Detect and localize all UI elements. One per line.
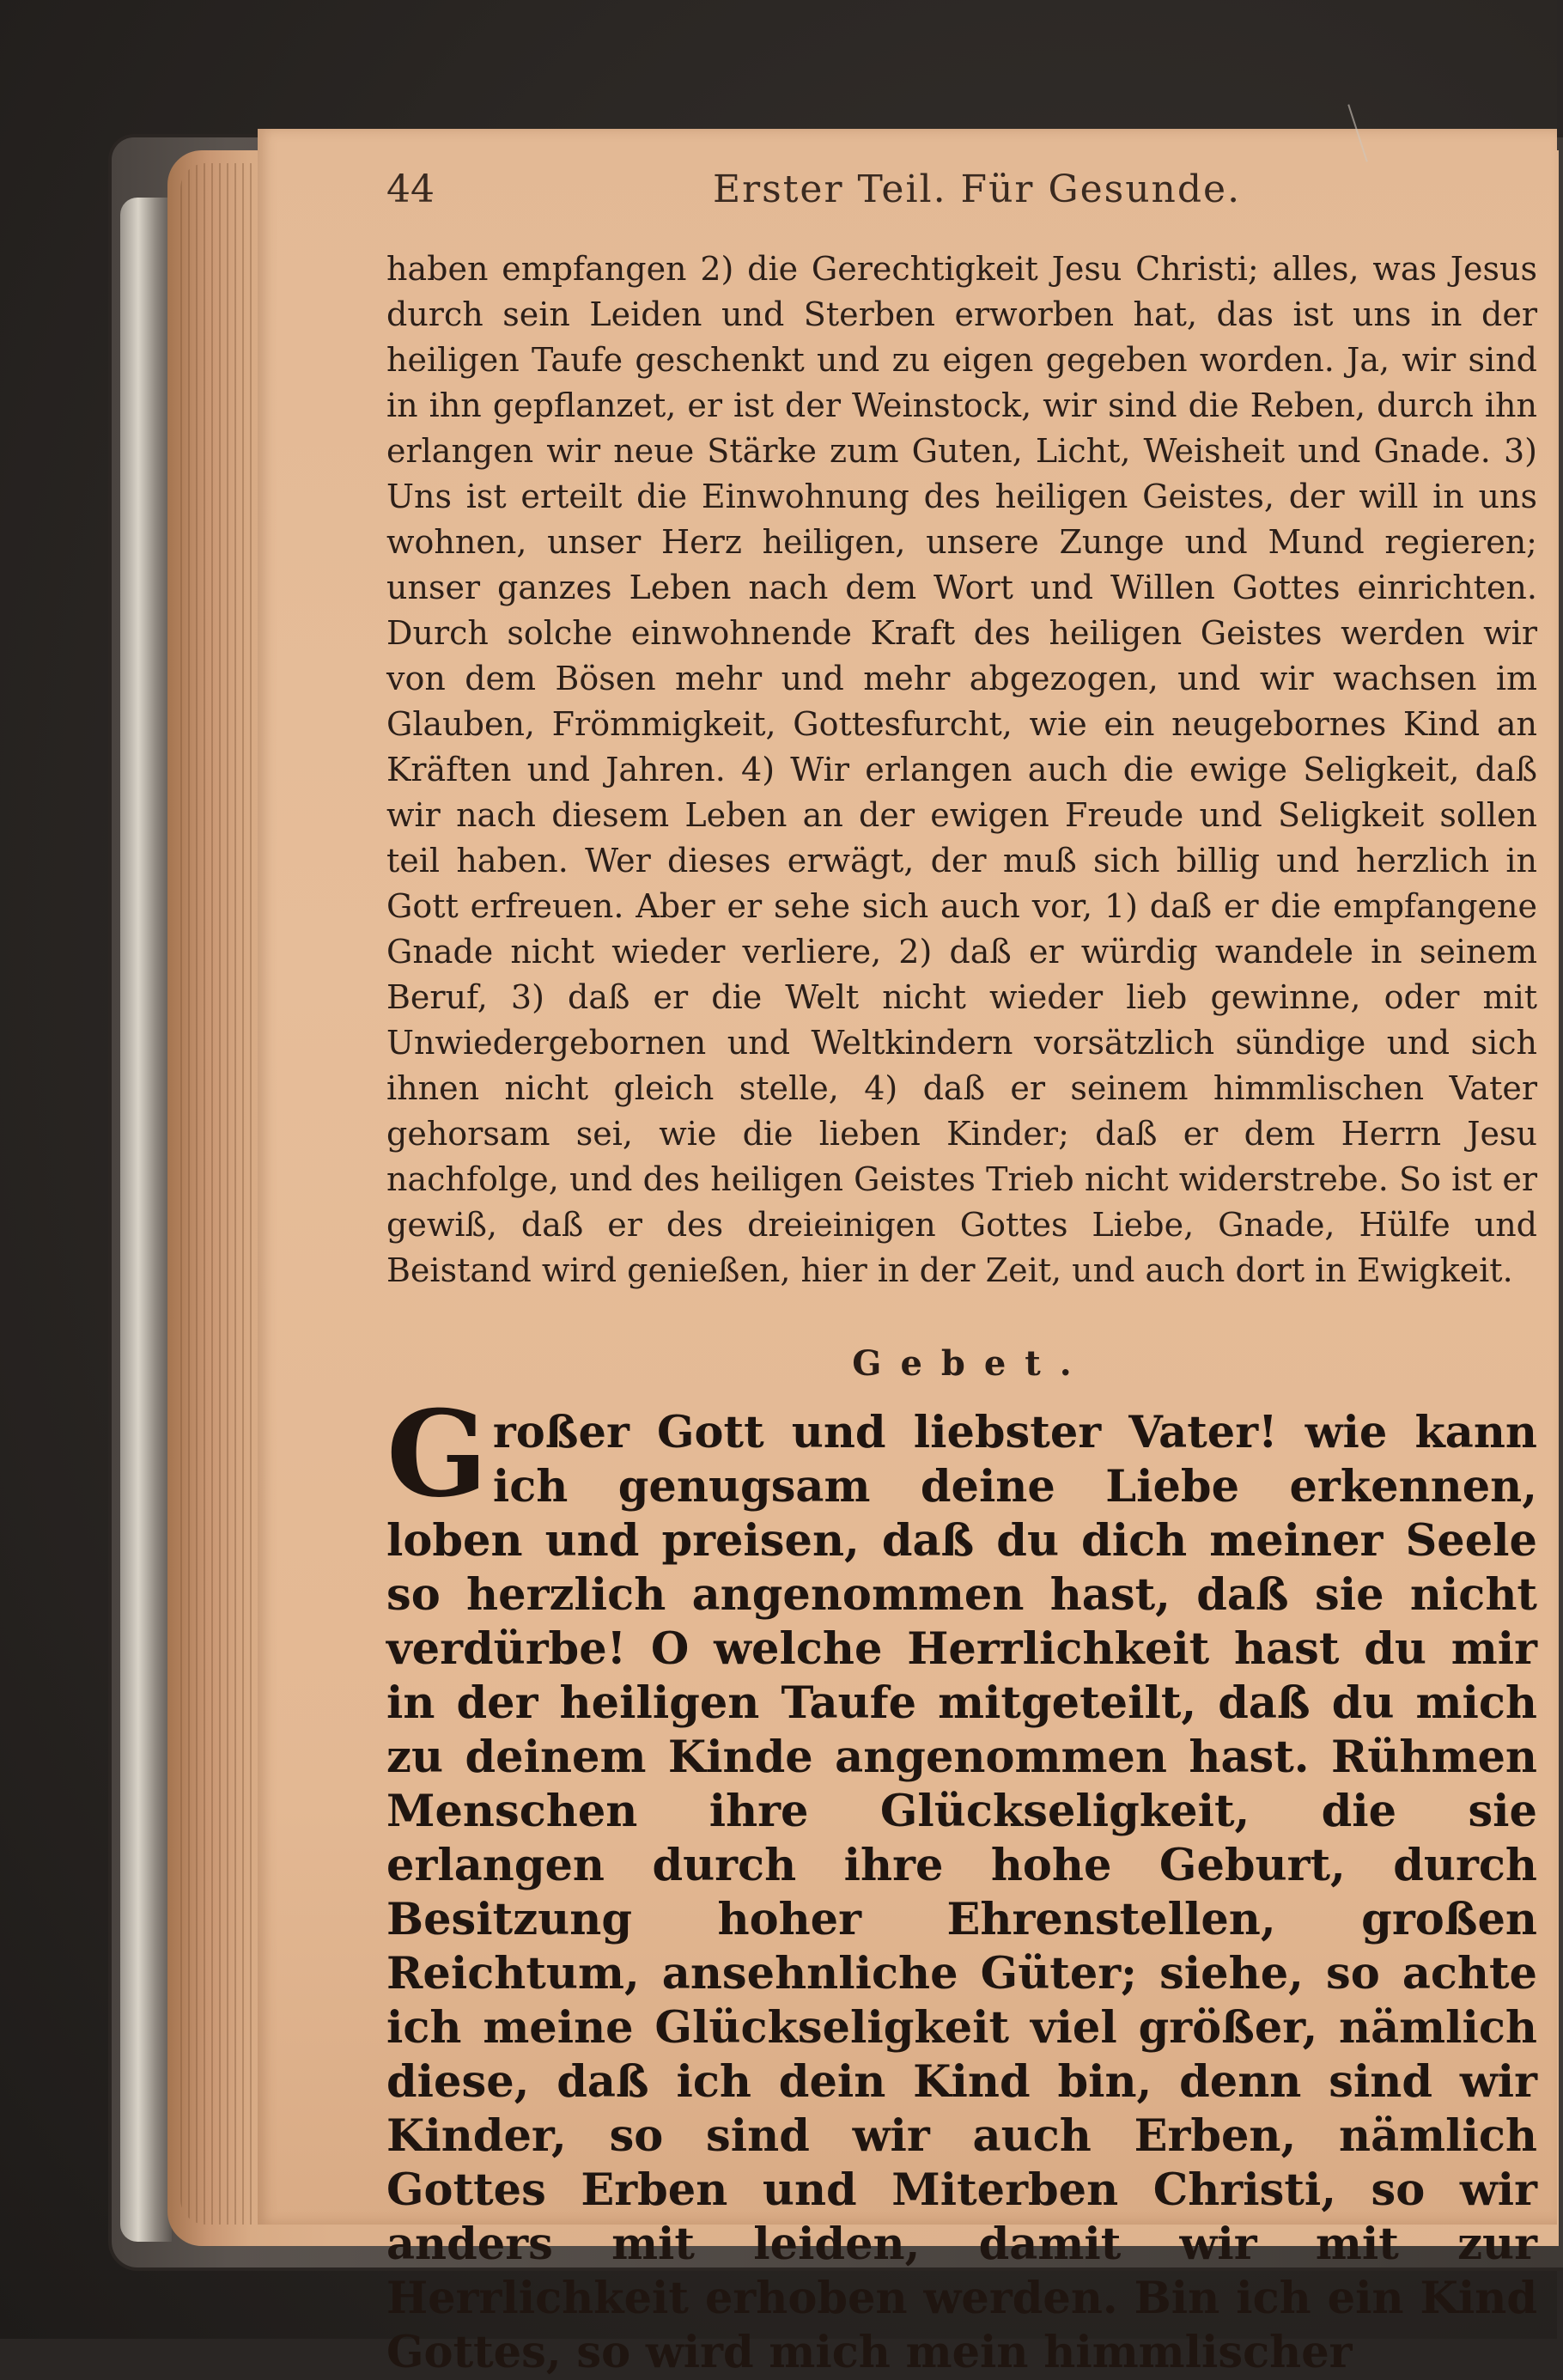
prayer-text-block — [386, 1384, 1537, 2380]
page-number: 44 — [386, 167, 435, 211]
drop-cap: G — [386, 1384, 488, 1524]
prayer-heading: Gebet. — [852, 1343, 1091, 1384]
body-paragraph: haben empfangen 2) die Gerechtigkeit Jesu Christi; alles, was Jesus durch sein Leiden und Sterben erworben hat, das ist uns in der heiligen Taufe geschenkt und zu eigen gegeben worden. Ja, wir sind in ihn gepflanzet, er ist der Weinstock, wir sind die Reben, durch ihn erlangen wir neue Stärke zum Guten, Licht, Weisheit und Gnade. 3) Uns ist erteilt die Einwohnung des heiligen Geistes, der will in uns wohnen, unser Herz heiligen, unsere Zunge und Mund regieren; unser ganzes Leben nach dem Wort und Willen Gottes einrichten. Durch solche einwohnende Kraft des heiligen Geistes werden wir von dem Bösen mehr und mehr abgezogen, und wir wachsen im Glauben, Frömmigkeit, Gottesfurcht, wie ein neugebornes Kind an Kräften und Jahren. 4) Wir erlangen auch die ewige Seligkeit, daß wir nach diesem Leben an der ewigen Freude und Seligkeit sollen teil haben. Wer dieses erwägt, der muß sich billig und herzlich in Gott erfreuen. Aber er sehe sich auch vor, 1) daß er die empfangene Gnade nicht wieder verliere, 2) daß er würdig wandele in seinem Beruf, 3) daß er die Welt nicht wieder lieb gewinne, oder mit Unwiedergebornen und Weltkindern vorsätzlich sündige und sich ihnen nicht gleich stelle, 4) daß er seinem himmlischen Vater gehorsam sei, wie die lieben Kinder; daß er dem Herrn Jesu nachfolge, und des heiligen Geistes Trieb nicht widerstrebe. So ist er gewiß, daß er des dreieinigen Gottes Liebe, Gnade, Hülfe und Beistand wird genießen, hier in der Zeit, und auch dort in Ewigkeit. — [386, 250, 1537, 1289]
running-title: Erster Teil. Für Gesunde. — [713, 167, 1242, 211]
book-spine-edge — [120, 198, 172, 2242]
running-head — [386, 167, 1537, 219]
prayer-text: roßer Gott und liebster Vater! wie kann ich genugsam deine Liebe erkennen, loben und preisen, daß du dich meiner Seele so herzlich angenommen hast, daß sie nicht verdürbe! O welche Herrlichkeit hast du mir in der heiligen Taufe mitgeteilt, daß du mich zu deinem Kinde angenommen hast. Rühmen Menschen ihre Glückseligkeit, die sie erlangen durch ihre hohe Geburt, durch Besitzung hoher Ehrenstellen, großen Reichtum, ansehnliche Güter; siehe, so achte ich meine Glückseligkeit viel größer, nämlich diese, daß ich dein Kind bin, denn sind wir Kinder, so sind wir auch Erben, nämlich Gottes Erben und Miterben Christi, so wir anders mit leiden, damit wir mit zur Herrlichkeit erhoben werden. Bin ich ein Kind Gottes, so wird mich mein himmlischer — [386, 1407, 1537, 2378]
page-content — [386, 167, 1537, 2380]
page-edges — [180, 163, 258, 2225]
